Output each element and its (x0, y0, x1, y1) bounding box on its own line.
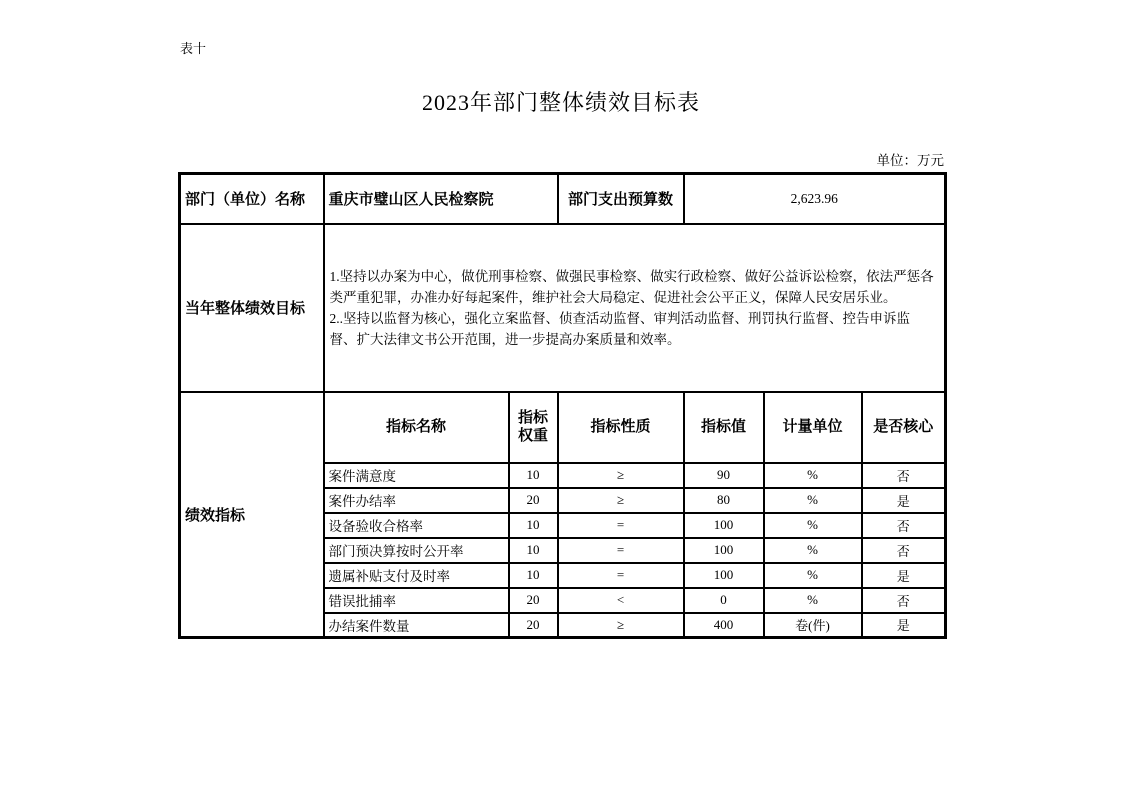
indicator-name-cell: 办结案件数量 (324, 613, 509, 638)
column-header-unit: 计量单位 (764, 392, 862, 463)
indicator-value-cell: 0 (684, 588, 764, 613)
doc-label: 表十 (180, 41, 207, 56)
indicators-section-label-cell: 绩效指标 (180, 392, 324, 638)
indicator-unit-cell: % (764, 513, 862, 538)
indicator-unit-cell: % (764, 588, 862, 613)
indicator-core-cell: 是 (862, 563, 946, 588)
goal-paragraph-1: 1.坚持以办案为中心，做优刑事检察、做强民事检察、做实行政检察、做好公益诉讼检察，依法严惩各类严重犯罪，办准办好每起案件，维护社会大局稳定、促进社会公平正义，保障人民安居乐业。 (329, 268, 934, 305)
goal-paragraph-2: 2..坚持以监督为核心，强化立案监督、侦查活动监督、审判活动监督、刑罚执行监督、控告申诉监督、扩大法律文书公开范围，进一步提高办案质量和效率。 (329, 310, 910, 347)
indicator-core-cell: 否 (862, 463, 946, 488)
indicator-weight-cell: 10 (509, 463, 558, 488)
indicator-weight-cell: 10 (509, 513, 558, 538)
indicator-nature-cell: ≥ (558, 613, 684, 638)
indicator-unit-cell: % (764, 563, 862, 588)
indicator-unit-cell: % (764, 488, 862, 513)
indicator-value-cell: 400 (684, 613, 764, 638)
indicator-unit-cell: % (764, 538, 862, 563)
indicator-value-cell: 80 (684, 488, 764, 513)
dept-info-row (180, 174, 946, 224)
indicator-nature-cell: ≥ (558, 488, 684, 513)
indicator-nature-cell: = (558, 513, 684, 538)
indicator-value-cell: 100 (684, 563, 764, 588)
indicator-core-cell: 是 (862, 488, 946, 513)
dept-name-label-cell: 部门（单位）名称 (180, 174, 324, 224)
column-header-nature: 指标性质 (558, 392, 684, 463)
dept-name-value-cell: 重庆市璧山区人民检察院 (324, 174, 558, 224)
indicator-nature-cell: = (558, 563, 684, 588)
budget-value-cell: 2,623.96 (684, 174, 946, 224)
indicator-name-cell: 案件办结率 (324, 488, 509, 513)
indicator-weight-cell: 10 (509, 538, 558, 563)
indicator-weight-cell: 20 (509, 488, 558, 513)
indicator-nature-cell: < (558, 588, 684, 613)
indicator-value-cell: 100 (684, 538, 764, 563)
indicator-name-cell: 错误批捕率 (324, 588, 509, 613)
indicator-core-cell: 是 (862, 613, 946, 638)
indicator-header-row (180, 392, 946, 463)
column-header-value: 指标值 (684, 392, 764, 463)
indicator-name-cell: 案件满意度 (324, 463, 509, 488)
goal-label-cell: 当年整体绩效目标 (180, 224, 324, 392)
indicator-name-cell: 设备验收合格率 (324, 513, 509, 538)
indicator-value-cell: 90 (684, 463, 764, 488)
indicator-name-cell: 部门预决算按时公开率 (324, 538, 509, 563)
page-title: 2023年部门整体绩效目标表 (421, 90, 700, 115)
indicator-nature-cell: ≥ (558, 463, 684, 488)
unit-note: 单位：万元 (876, 153, 944, 168)
column-header-weight: 指标权重 (509, 392, 558, 463)
column-header-core: 是否核心 (862, 392, 946, 463)
budget-label-cell: 部门支出预算数 (558, 174, 684, 224)
indicator-unit-cell: 卷(件) (764, 613, 862, 638)
goal-row (180, 224, 946, 392)
indicator-unit-cell: % (764, 463, 862, 488)
indicator-name-cell: 遗属补贴支付及时率 (324, 563, 509, 588)
indicator-core-cell: 否 (862, 588, 946, 613)
indicator-value-cell: 100 (684, 513, 764, 538)
indicator-weight-cell: 10 (509, 563, 558, 588)
indicator-core-cell: 否 (862, 538, 946, 563)
indicator-weight-cell: 20 (509, 588, 558, 613)
performance-target-table (178, 172, 947, 639)
goal-text-cell (324, 224, 946, 392)
column-header-name: 指标名称 (324, 392, 509, 463)
indicator-weight-cell: 20 (509, 613, 558, 638)
indicator-nature-cell: = (558, 538, 684, 563)
indicator-core-cell: 否 (862, 513, 946, 538)
